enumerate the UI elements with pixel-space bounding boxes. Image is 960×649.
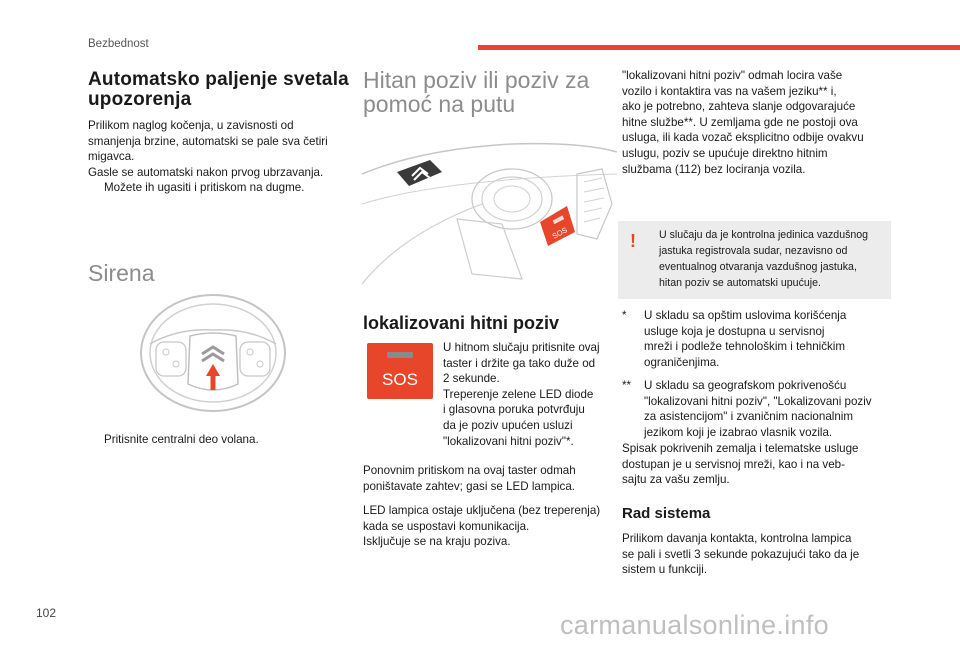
rad-title: Rad sistema	[622, 505, 711, 522]
warning-note-line: jastuka registrovala sudar, nezavisno od	[659, 245, 848, 257]
middle-para3	[363, 503, 600, 550]
middle-title-line: Hitan poziv ili poziv za	[363, 67, 590, 93]
middle-title	[363, 68, 589, 116]
left-body-line: Prilikom naglog kočenja, u zavisnosti od	[88, 119, 294, 132]
ceiling-console-illustration	[362, 134, 617, 296]
footnote-2-line: U skladu sa geografskom pokrivenošću	[644, 379, 847, 392]
middle-para3-line: LED lampica ostaje uključena (bez treperenja)	[363, 504, 601, 517]
sos-label: SOS	[382, 370, 418, 389]
sos-text-line: da je poziv upućen usluzi	[443, 418, 573, 432]
right-para2-line: dostupan je u servisnoj mreži, kao i na veb-	[622, 457, 845, 471]
sos-text-line: Treperenje zelene LED diode	[443, 387, 594, 401]
right-para1-line: ako je potrebno, zahteva slanje odgovarajuće	[622, 100, 856, 114]
bullet-icon	[88, 432, 104, 448]
section-label: Bezbednost	[88, 38, 149, 50]
middle-para2-line: poništavate zahtev; gasi se LED lampica.	[363, 479, 576, 493]
right-para1	[622, 68, 864, 177]
bullet-icon	[88, 180, 104, 196]
right-para1-line: hitne službe**. U zemljama gde ne postoji ova	[622, 115, 858, 129]
left-body-line: smanjenja brzine, automatski se pale sva četiri	[88, 134, 328, 148]
header-rule	[478, 45, 960, 50]
sos-text-line: "lokalizovani hitni poziv"*.	[443, 434, 574, 448]
sirena-title: Sirena	[88, 260, 155, 286]
sos-text-line: 2 sekunde.	[443, 372, 500, 386]
left-bullet-text: Možete ih ugasiti i pritiskom na dugme.	[104, 181, 305, 195]
footnote-1-line: usluge koja je dostupna u servisnoj	[644, 324, 825, 338]
right-para1-line: usluga, ili kada vozač eksplicitno odbije ovakvu	[622, 131, 864, 145]
sos-button	[367, 343, 433, 399]
left-title-line: upozorenja	[88, 89, 192, 110]
right-para1-line: vozilo i kontaktira vas na vašem jeziku** i,	[622, 84, 837, 98]
right-para2-line: sajtu za vašu zemlju.	[622, 473, 730, 487]
footnote-1-line: U skladu sa opštim uslovima korišćenja	[644, 309, 847, 322]
footnote-2-mark: **	[622, 379, 632, 392]
footnote-2-line: za asistencijom" i zvaničnim nacionalnim	[644, 410, 854, 424]
sos-text-line: i glasovna poruka potvrđuju	[443, 403, 585, 417]
warning-note-line: hitan poziv se automatski upućuje.	[659, 277, 821, 289]
footnote-2-line: jezikom koji je izabrao vlasnik vozila.	[644, 425, 833, 439]
left-title	[88, 70, 349, 110]
rad-body	[622, 531, 859, 578]
warning-note-line: eventualnog otvaranja vazdušnog jastuka,	[659, 261, 857, 273]
sirena-bullet-text: Pritisnite centralni deo volana.	[104, 433, 259, 446]
image-sos-label: SOS	[550, 225, 569, 241]
rad-body-line: sistem u funkciji.	[622, 563, 708, 577]
warning-note-line: U slučaju da je kontrolna jedinica vazdušnog	[659, 229, 869, 241]
rad-body-line: se pali i svetli 3 sekunde pokazujući tako da je	[622, 547, 860, 561]
footnote-1-line: mreži i podleže tehnološkim i tehničkim	[644, 340, 846, 354]
right-para2-line: Spisak pokrivenih zemalja i telematske usluge	[622, 442, 859, 455]
right-para1-line: uslugu, poziv se upućuje direktno hitnim	[622, 146, 828, 160]
right-para2	[622, 441, 859, 488]
right-para1-line: službama (112) bez lociranja vozila.	[622, 162, 806, 176]
sos-text	[443, 340, 600, 449]
sirena-bullet	[88, 432, 259, 448]
watermark: carmanualsonline.info	[560, 610, 829, 640]
left-body-line: Gasle se automatski nakon prvog ubrzavanja.	[88, 165, 324, 179]
left-title-line: Automatsko paljenje svetala	[88, 69, 349, 90]
middle-para3-line: kada se uspostavi komunikacija.	[363, 519, 530, 533]
led-indicator	[387, 352, 413, 358]
warning-icon: !	[630, 231, 636, 251]
right-para1-line: "lokalizovani hitni poziv" odmah locira vaše	[622, 69, 843, 82]
warning-note-text	[659, 227, 868, 291]
footnote-2-line: "lokalizovani hitni poziv", "Lokalizovani poziv	[644, 394, 872, 408]
left-body-line: migavca.	[88, 150, 135, 164]
footnote-1-mark: *	[622, 309, 627, 322]
warning-note	[618, 221, 891, 299]
sos-text-line: taster i držite ga tako duže od	[443, 356, 596, 370]
footnote-1	[622, 308, 846, 370]
middle-para2	[363, 463, 576, 494]
steering-wheel-illustration	[138, 292, 288, 414]
middle-para2-line: Ponovnim pritiskom na ovaj taster odmah	[363, 464, 576, 477]
rad-body-line: Prilikom davanja kontakta, kontrolna lampica	[622, 532, 852, 545]
middle-subtitle: lokalizovani hitni poziv	[363, 313, 560, 333]
footnote-2	[622, 378, 872, 440]
left-body	[88, 118, 328, 196]
page-number: 102	[36, 606, 57, 620]
footnote-1-line: ograničenjima.	[644, 355, 720, 369]
middle-para3-line: Isključuje se na kraju poziva.	[363, 535, 511, 549]
sirena-bullet-block	[88, 432, 259, 448]
sos-text-line: U hitnom slučaju pritisnite ovaj	[443, 341, 600, 354]
middle-title-line: pomoć na putu	[363, 91, 516, 117]
left-bullet	[88, 180, 328, 196]
